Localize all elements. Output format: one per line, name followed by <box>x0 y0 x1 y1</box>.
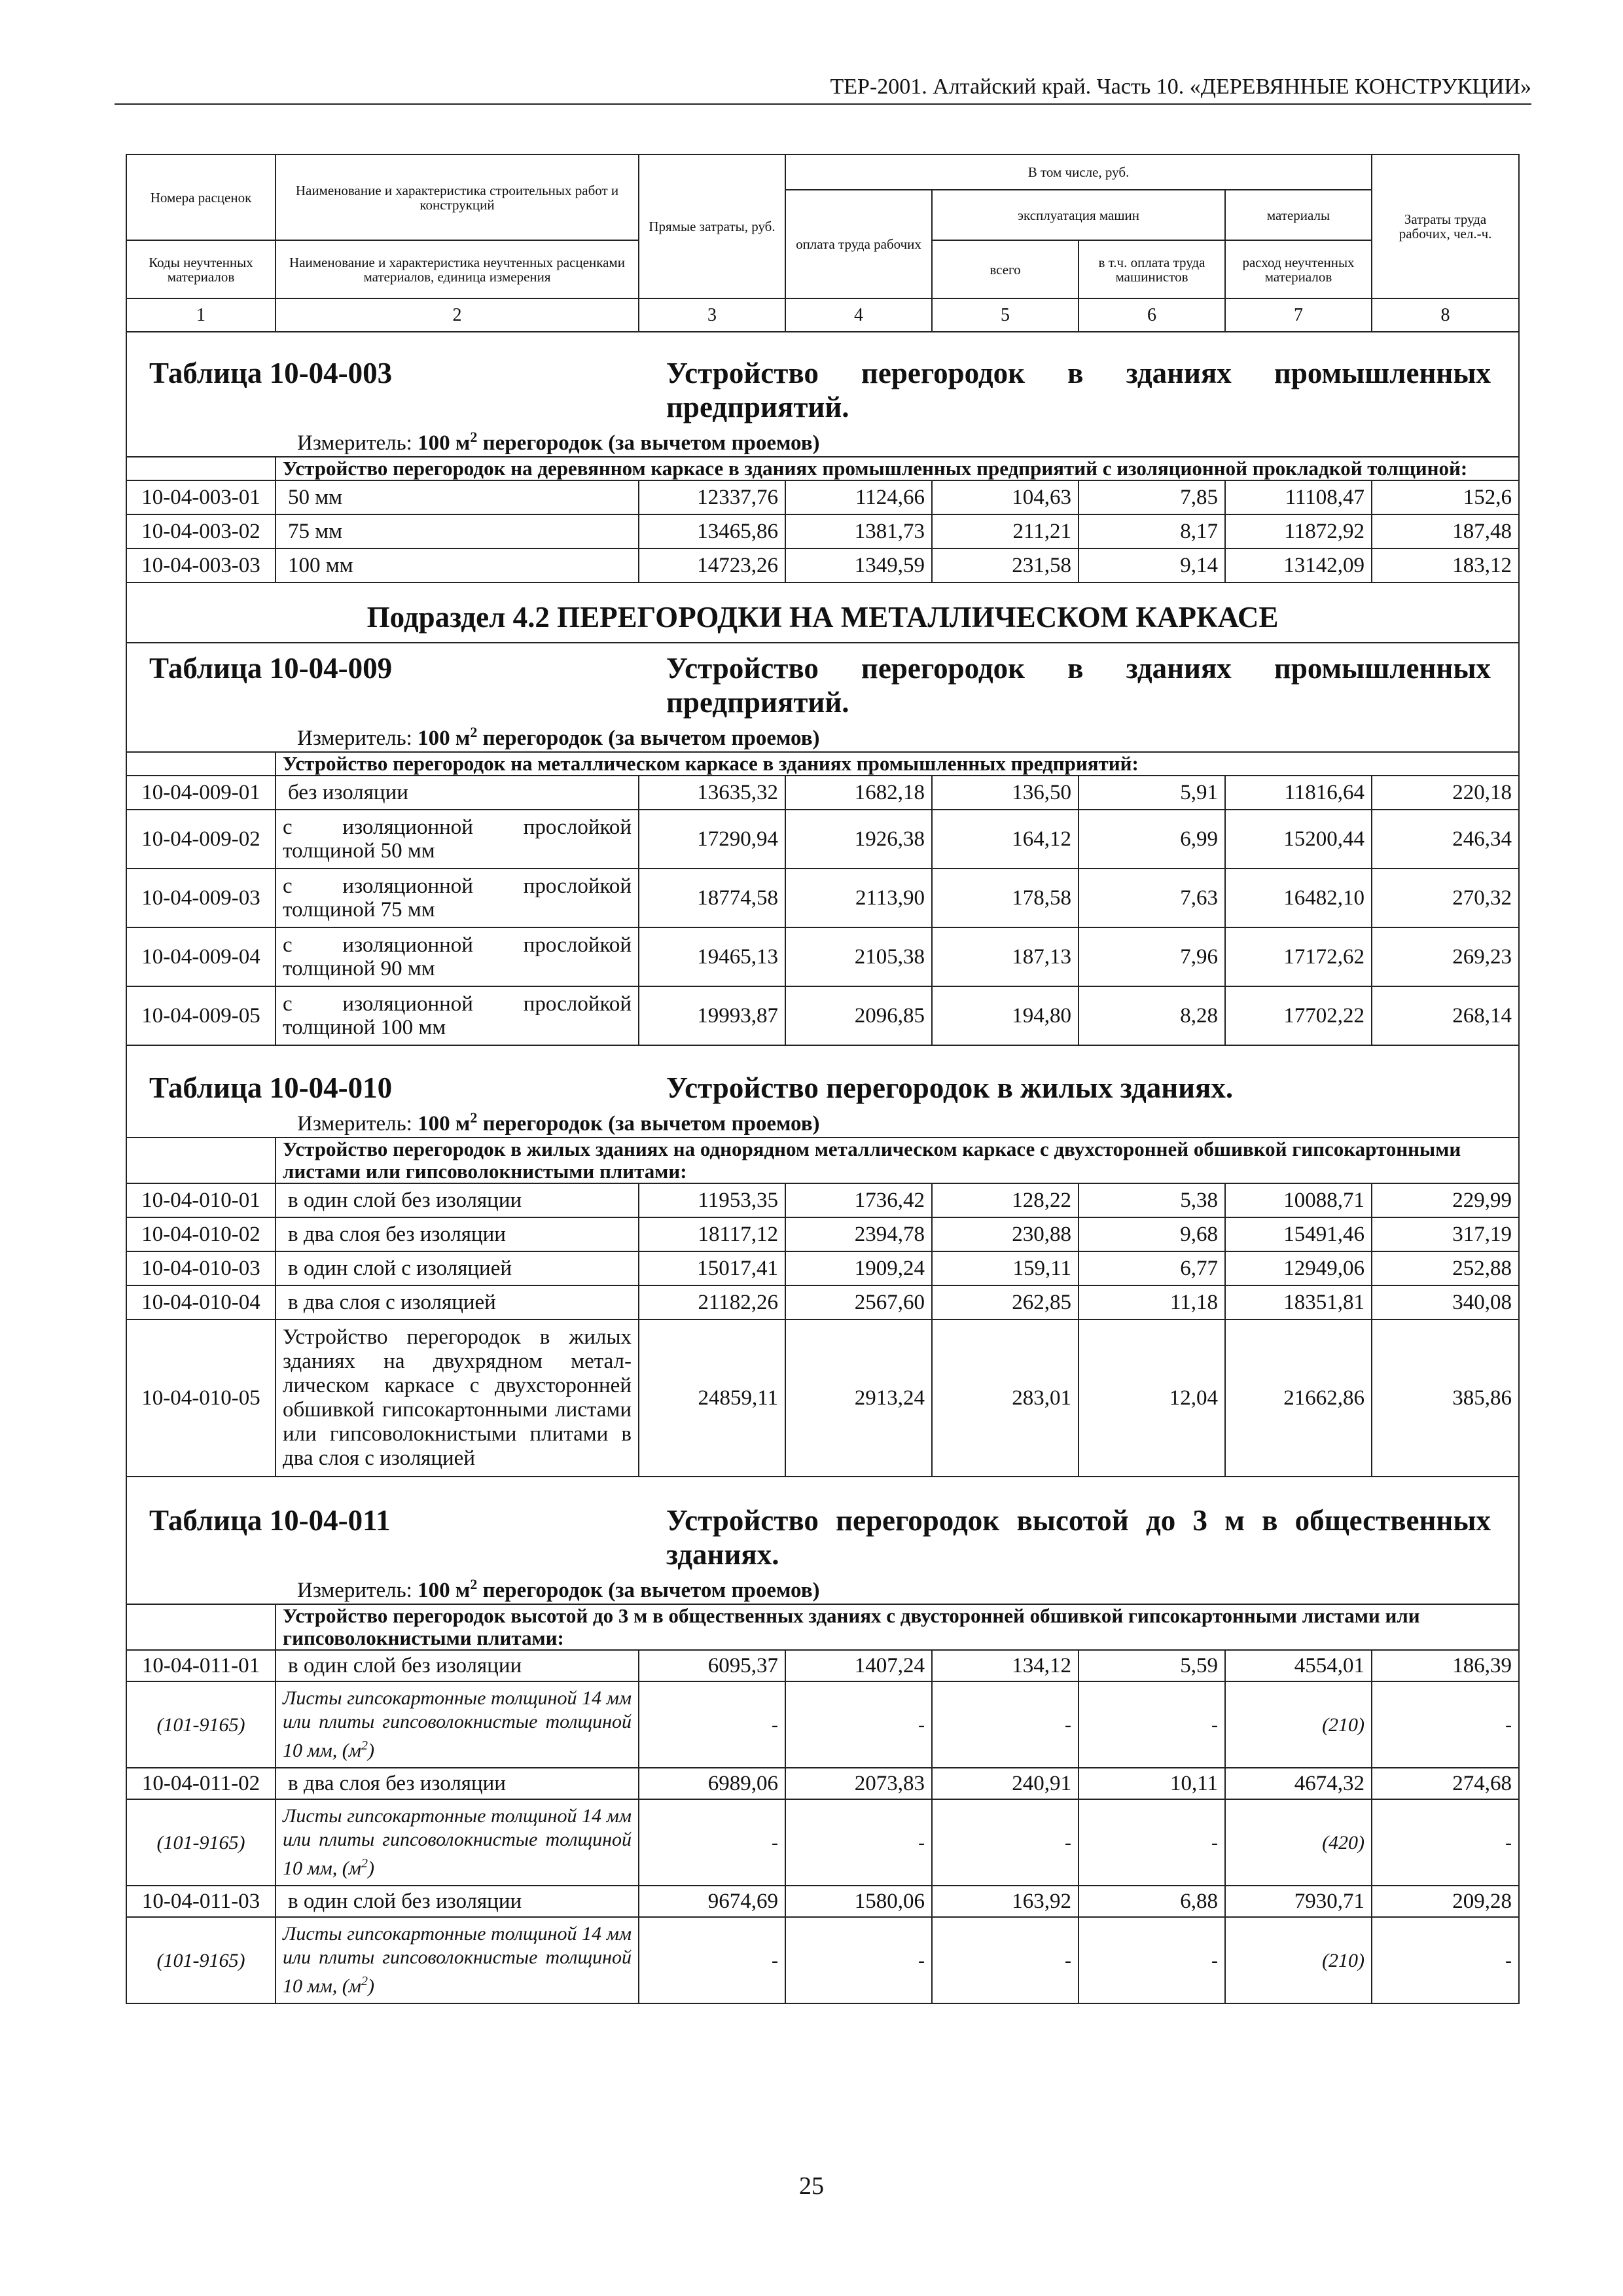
materials: 21662,86 <box>1225 1319 1372 1477</box>
labor-hours: 317,19 <box>1372 1217 1519 1251</box>
direct-cost: 6095,37 <box>639 1650 785 1681</box>
materials: 11816,64 <box>1225 776 1372 810</box>
group-header-row <box>126 752 1519 776</box>
material-labor-pay: - <box>785 1799 932 1886</box>
col-num: 7 <box>1225 298 1372 332</box>
materials: 15491,46 <box>1225 1217 1372 1251</box>
group-blank <box>126 1604 276 1650</box>
machinists-pay: 6,99 <box>1079 810 1225 869</box>
machines-total: 178,58 <box>932 869 1079 927</box>
labor-hours: 269,23 <box>1372 927 1519 986</box>
measure-value: 100 м <box>418 431 471 455</box>
table-row <box>126 1319 1519 1477</box>
labor-hours: 270,32 <box>1372 869 1519 927</box>
table-row <box>126 1650 1519 1681</box>
rate-code: 10-04-010-03 <box>126 1251 276 1285</box>
col-num: 8 <box>1372 298 1519 332</box>
measure-label: Измеритель: <box>297 431 418 455</box>
subsection-row <box>126 583 1519 643</box>
material-row <box>126 1917 1519 2003</box>
material-row <box>126 1681 1519 1768</box>
labor-pay: 1124,66 <box>785 480 932 514</box>
col-num: 5 <box>932 298 1079 332</box>
direct-cost: 9674,69 <box>639 1886 785 1917</box>
material-labor-hours: - <box>1372 1799 1519 1886</box>
rate-code: 10-04-010-02 <box>126 1217 276 1251</box>
col8-header: Затраты труда рабочих, чел.-ч. <box>1372 154 1519 298</box>
direct-cost: 19993,87 <box>639 986 785 1045</box>
group-blank <box>126 457 276 480</box>
machines-header: эксплуатация машин <box>932 190 1225 240</box>
table-title <box>134 1503 1512 1571</box>
table-title-row <box>126 643 1519 752</box>
machinists-pay: 10,11 <box>1079 1768 1225 1799</box>
header-row-1 <box>126 154 1519 190</box>
table-row <box>126 1217 1519 1251</box>
materials: 4674,32 <box>1225 1768 1372 1799</box>
group-header: Устройство перегородок в жилых зданиях на однорядном металлическом каркасе с двухсторонней обшивкой гипсокартонными листами или гипсоволокнистыми плитами: <box>276 1138 1519 1183</box>
material-code: (101-9165) <box>126 1681 276 1768</box>
table-id: Таблица 10-04-003 <box>149 357 393 389</box>
machinists-pay: 11,18 <box>1079 1285 1225 1319</box>
rate-code: 10-04-003-03 <box>126 548 276 583</box>
material-name-text: Листы гипсокартонные толщиной 14 мм или плиты гипсоволокнистые толщиной 10 мм, (м <box>283 1687 632 1761</box>
material-unit-superscript: 2 <box>361 1738 368 1753</box>
table-row <box>126 986 1519 1045</box>
rate-code: 10-04-009-04 <box>126 927 276 986</box>
labor-pay: 1349,59 <box>785 548 932 583</box>
rate-code: 10-04-010-05 <box>126 1319 276 1477</box>
machinists-pay: 6,77 <box>1079 1251 1225 1285</box>
measure-unit <box>418 1576 820 1602</box>
material-unit-superscript: 2 <box>361 1974 368 1988</box>
rate-code: 10-04-009-05 <box>126 986 276 1045</box>
machines-total: 163,92 <box>932 1886 1079 1917</box>
price-table <box>126 154 1520 2004</box>
measure-label: Измеритель: <box>297 1579 418 1602</box>
material-materials: (420) <box>1225 1799 1372 1886</box>
labor-pay: 1682,18 <box>785 776 932 810</box>
col7-header: расход неучтенных материалов <box>1225 240 1372 298</box>
table-description: Устройство перегородок высотой до 3 м в общественных зданиях. <box>666 1504 1491 1571</box>
col6-header: в т.ч. оплата труда машинистов <box>1079 240 1225 298</box>
machines-total: 164,12 <box>932 810 1079 869</box>
measure-rest: перегородок (за вычетом проемов) <box>477 1579 820 1602</box>
materials: 15200,44 <box>1225 810 1372 869</box>
direct-cost: 6989,06 <box>639 1768 785 1799</box>
material-materials: (210) <box>1225 1681 1372 1768</box>
machinists-pay: 12,04 <box>1079 1319 1225 1477</box>
labor-hours: 183,12 <box>1372 548 1519 583</box>
group-blank <box>126 752 276 776</box>
materials-header: материалы <box>1225 190 1372 240</box>
direct-cost: 11953,35 <box>639 1183 785 1217</box>
material-code: (101-9165) <box>126 1917 276 2003</box>
col-num: 6 <box>1079 298 1225 332</box>
measure-superscript: 2 <box>470 1109 478 1126</box>
col-num: 4 <box>785 298 932 332</box>
measure-unit <box>418 1109 820 1136</box>
labor-hours: 229,99 <box>1372 1183 1519 1217</box>
table-description: Устройство перегородок в зданиях промышленных предприятий. <box>666 357 1491 423</box>
machines-total: 136,50 <box>932 776 1079 810</box>
table-row <box>126 1183 1519 1217</box>
machines-total: 230,88 <box>932 1217 1079 1251</box>
measure-line <box>134 1105 1512 1137</box>
measure-rest: перегородок (за вычетом проемов) <box>477 1112 820 1136</box>
rate-code: 10-04-009-02 <box>126 810 276 869</box>
direct-cost: 12337,76 <box>639 480 785 514</box>
work-name: 75 мм <box>276 514 639 548</box>
table-row <box>126 1886 1519 1917</box>
machines-total: 128,22 <box>932 1183 1079 1217</box>
material-row <box>126 1799 1519 1886</box>
labor-hours: 246,34 <box>1372 810 1519 869</box>
material-unit-superscript: 2 <box>361 1856 368 1871</box>
machinists-pay: 7,85 <box>1079 480 1225 514</box>
direct-cost: 19465,13 <box>639 927 785 986</box>
measure-label: Измеритель: <box>297 1112 418 1136</box>
rate-code: 10-04-011-01 <box>126 1650 276 1681</box>
work-name: без изоляции <box>276 776 639 810</box>
machinists-pay: 8,28 <box>1079 986 1225 1045</box>
machinists-pay: 6,88 <box>1079 1886 1225 1917</box>
table-row <box>126 514 1519 548</box>
measure-rest: перегородок (за вычетом проемов) <box>477 431 820 455</box>
materials: 18351,81 <box>1225 1285 1372 1319</box>
rate-code: 10-04-010-04 <box>126 1285 276 1319</box>
labor-hours: 340,08 <box>1372 1285 1519 1319</box>
labor-pay: 2567,60 <box>785 1285 932 1319</box>
measure-rest: перегородок (за вычетом проемов) <box>477 726 820 750</box>
work-name: с изоляционной прослойкой толщиной 50 мм <box>276 810 639 869</box>
materials: 16482,10 <box>1225 869 1372 927</box>
table-title-row <box>126 1477 1519 1604</box>
machines-total: 194,80 <box>932 986 1079 1045</box>
labor-hours: 220,18 <box>1372 776 1519 810</box>
materials: 12949,06 <box>1225 1251 1372 1285</box>
machinists-pay: 8,17 <box>1079 514 1225 548</box>
material-name-text: Листы гипсокартонные толщиной 14 мм или плиты гипсоволокнистые толщиной 10 мм, (м <box>283 1805 632 1879</box>
group-header-row <box>126 1138 1519 1183</box>
table-row <box>126 869 1519 927</box>
measure-superscript: 2 <box>470 1576 478 1592</box>
material-labor-pay: - <box>785 1917 932 2003</box>
machinists-pay: 9,68 <box>1079 1217 1225 1251</box>
table-id: Таблица 10-04-009 <box>149 652 393 685</box>
rate-code: 10-04-003-02 <box>126 514 276 548</box>
group-header: Устройство перегородок высотой до 3 м в общественных зданиях с двусторонней обшивкой гипсокартонными листами или гипсоволокнистыми плитами: <box>276 1604 1519 1650</box>
table-row <box>126 1285 1519 1319</box>
rate-code: 10-04-009-01 <box>126 776 276 810</box>
direct-cost: 24859,11 <box>639 1319 785 1477</box>
table-title <box>134 1071 1512 1105</box>
labor-pay: 1926,38 <box>785 810 932 869</box>
labor-hours: 385,86 <box>1372 1319 1519 1477</box>
col2-header-a: Наименование и характеристика строительных работ и конструкций <box>276 154 639 240</box>
materials: 10088,71 <box>1225 1183 1372 1217</box>
material-machines-total: - <box>932 1799 1079 1886</box>
direct-cost: 13465,86 <box>639 514 785 548</box>
material-labor-pay: - <box>785 1681 932 1768</box>
labor-pay: 2913,24 <box>785 1319 932 1477</box>
table-row <box>126 776 1519 810</box>
rate-code: 10-04-009-03 <box>126 869 276 927</box>
rate-code: 10-04-003-01 <box>126 480 276 514</box>
labor-hours: 152,6 <box>1372 480 1519 514</box>
labor-pay: 1580,06 <box>785 1886 932 1917</box>
work-name: в один слой без изоляции <box>276 1183 639 1217</box>
col3-header: Прямые затраты, руб. <box>639 154 785 298</box>
group-header: Устройство перегородок на металлическом каркасе в зданиях промышленных предприятий: <box>276 752 1519 776</box>
labor-pay: 2096,85 <box>785 986 932 1045</box>
labor-pay: 2113,90 <box>785 869 932 927</box>
table-row <box>126 480 1519 514</box>
material-name-close: ) <box>367 1857 374 1879</box>
materials: 17172,62 <box>1225 927 1372 986</box>
materials: 4554,01 <box>1225 1650 1372 1681</box>
machines-total: 231,58 <box>932 548 1079 583</box>
material-labor-hours: - <box>1372 1917 1519 2003</box>
machinists-pay: 9,14 <box>1079 548 1225 583</box>
work-name: в один слой с изоляцией <box>276 1251 639 1285</box>
work-name: в два слоя без изоляции <box>276 1768 639 1799</box>
material-name <box>276 1681 639 1768</box>
labor-pay: 2105,38 <box>785 927 932 986</box>
labor-hours: 274,68 <box>1372 1768 1519 1799</box>
work-name: с изоляционной прослойкой толщиной 90 мм <box>276 927 639 986</box>
work-name: в один слой без изоляции <box>276 1650 639 1681</box>
direct-cost: 17290,94 <box>639 810 785 869</box>
direct-cost: 14723,26 <box>639 548 785 583</box>
col-num: 2 <box>276 298 639 332</box>
table-row <box>126 810 1519 869</box>
material-name <box>276 1917 639 2003</box>
machines-total: 240,91 <box>932 1768 1079 1799</box>
materials: 17702,22 <box>1225 986 1372 1045</box>
labor-hours: 209,28 <box>1372 1886 1519 1917</box>
col-num: 3 <box>639 298 785 332</box>
materials: 13142,09 <box>1225 548 1372 583</box>
column-numbers-row <box>126 298 1519 332</box>
labor-hours: 186,39 <box>1372 1650 1519 1681</box>
group-header: Устройство перегородок на деревянном каркасе в зданиях промышленных предприятий с изоляционной прокладкой толщиной: <box>276 457 1519 480</box>
machinists-pay: 5,91 <box>1079 776 1225 810</box>
work-name: 100 мм <box>276 548 639 583</box>
table-row <box>126 1251 1519 1285</box>
labor-pay: 1407,24 <box>785 1650 932 1681</box>
direct-cost: 21182,26 <box>639 1285 785 1319</box>
table-description: Устройство перегородок в жилых зданиях. <box>666 1071 1234 1104</box>
materials: 11872,92 <box>1225 514 1372 548</box>
machinists-pay: 5,38 <box>1079 1183 1225 1217</box>
material-name-close: ) <box>367 1740 374 1761</box>
table-description: Устройство перегородок в зданиях промышленных предприятий. <box>666 652 1491 719</box>
material-machinists-pay: - <box>1079 1799 1225 1886</box>
work-name: в один слой без изоляции <box>276 1886 639 1917</box>
measure-label: Измеритель: <box>297 726 418 750</box>
direct-cost: 18774,58 <box>639 869 785 927</box>
measure-line <box>134 719 1512 751</box>
machinists-pay: 7,63 <box>1079 869 1225 927</box>
material-direct-cost: - <box>639 1917 785 2003</box>
machines-total: 211,21 <box>932 514 1079 548</box>
labor-pay: 1909,24 <box>785 1251 932 1285</box>
measure-superscript: 2 <box>470 724 478 740</box>
material-machinists-pay: - <box>1079 1681 1225 1768</box>
machines-total: 262,85 <box>932 1285 1079 1319</box>
measure-value: 100 м <box>418 726 471 750</box>
page-number: 25 <box>799 2172 824 2200</box>
incl-header: В том числе, руб. <box>785 154 1372 190</box>
work-name: 50 мм <box>276 480 639 514</box>
work-name: с изоляционной прослойкой толщиной 75 мм <box>276 869 639 927</box>
material-name <box>276 1799 639 1886</box>
measure-superscript: 2 <box>470 429 478 445</box>
labor-pay: 2073,83 <box>785 1768 932 1799</box>
material-name-close: ) <box>367 1975 374 1997</box>
table-title-row <box>126 332 1519 457</box>
col1-header-a: Номера расценок <box>126 154 276 240</box>
col5-header: всего <box>932 240 1079 298</box>
labor-pay: 1736,42 <box>785 1183 932 1217</box>
col-num: 1 <box>126 298 276 332</box>
rate-code: 10-04-011-02 <box>126 1768 276 1799</box>
table-row <box>126 1768 1519 1799</box>
table-title <box>134 356 1512 424</box>
col4-header: оплата труда рабочих <box>785 190 932 298</box>
material-labor-hours: - <box>1372 1681 1519 1768</box>
direct-cost: 15017,41 <box>639 1251 785 1285</box>
labor-hours: 187,48 <box>1372 514 1519 548</box>
material-code: (101-9165) <box>126 1799 276 1886</box>
machines-total: 187,13 <box>932 927 1079 986</box>
rate-code: 10-04-010-01 <box>126 1183 276 1217</box>
work-name: с изоляционной прослойкой толщиной 100 мм <box>276 986 639 1045</box>
group-blank <box>126 1138 276 1183</box>
material-direct-cost: - <box>639 1681 785 1768</box>
material-name-text: Листы гипсокартонные толщиной 14 мм или плиты гипсоволокнистые толщиной 10 мм, (м <box>283 1923 632 1997</box>
work-name: Устройство перегородок в жилых зданиях на двухрядном металлическом каркасе с двухсторонней обшивкой гипсокартонными листами или гипсоволокнистыми плитами в два слоя с изоляцией <box>276 1319 639 1477</box>
machines-total: 134,12 <box>932 1650 1079 1681</box>
machinists-pay: 7,96 <box>1079 927 1225 986</box>
group-header-row <box>126 457 1519 480</box>
col1-header-b: Коды неучтенных материалов <box>126 240 276 298</box>
materials: 11108,47 <box>1225 480 1372 514</box>
header-text: ТЕР-2001. Алтайский край. Часть 10. «ДЕРЕВЯННЫЕ КОНСТРУКЦИИ» <box>830 75 1531 99</box>
material-materials: (210) <box>1225 1917 1372 2003</box>
machines-total: 104,63 <box>932 480 1079 514</box>
measure-unit <box>418 726 819 750</box>
table-row <box>126 548 1519 583</box>
direct-cost: 18117,12 <box>639 1217 785 1251</box>
table-row <box>126 927 1519 986</box>
labor-hours: 252,88 <box>1372 1251 1519 1285</box>
measure-unit <box>418 431 819 455</box>
material-direct-cost: - <box>639 1799 785 1886</box>
material-machines-total: - <box>932 1681 1079 1768</box>
material-machinists-pay: - <box>1079 1917 1225 2003</box>
group-header-row <box>126 1604 1519 1650</box>
table-title <box>134 651 1512 719</box>
measure-value: 100 м <box>418 1579 471 1602</box>
measure-value: 100 м <box>418 1112 471 1136</box>
direct-cost: 13635,32 <box>639 776 785 810</box>
labor-pay: 1381,73 <box>785 514 932 548</box>
work-name: в два слоя с изоляцией <box>276 1285 639 1319</box>
table-id: Таблица 10-04-011 <box>149 1504 391 1537</box>
machines-total: 159,11 <box>932 1251 1079 1285</box>
material-machines-total: - <box>932 1917 1079 2003</box>
work-name: в два слоя без изоляции <box>276 1217 639 1251</box>
rate-code: 10-04-011-03 <box>126 1886 276 1917</box>
labor-hours: 268,14 <box>1372 986 1519 1045</box>
machines-total: 283,01 <box>932 1319 1079 1477</box>
table-title-row <box>126 1045 1519 1138</box>
table-id: Таблица 10-04-010 <box>149 1071 393 1104</box>
subsection-title: Подраздел 4.2 ПЕРЕГОРОДКИ НА МЕТАЛЛИЧЕСКОМ КАРКАСЕ <box>126 583 1519 643</box>
measure-line <box>134 1571 1512 1604</box>
page-header <box>115 71 1531 105</box>
labor-pay: 2394,78 <box>785 1217 932 1251</box>
measure-line <box>134 424 1512 456</box>
materials: 7930,71 <box>1225 1886 1372 1917</box>
machinists-pay: 5,59 <box>1079 1650 1225 1681</box>
col2-header-b: Наименование и характеристика неучтенных расценками материалов, единица измерения <box>276 240 639 298</box>
